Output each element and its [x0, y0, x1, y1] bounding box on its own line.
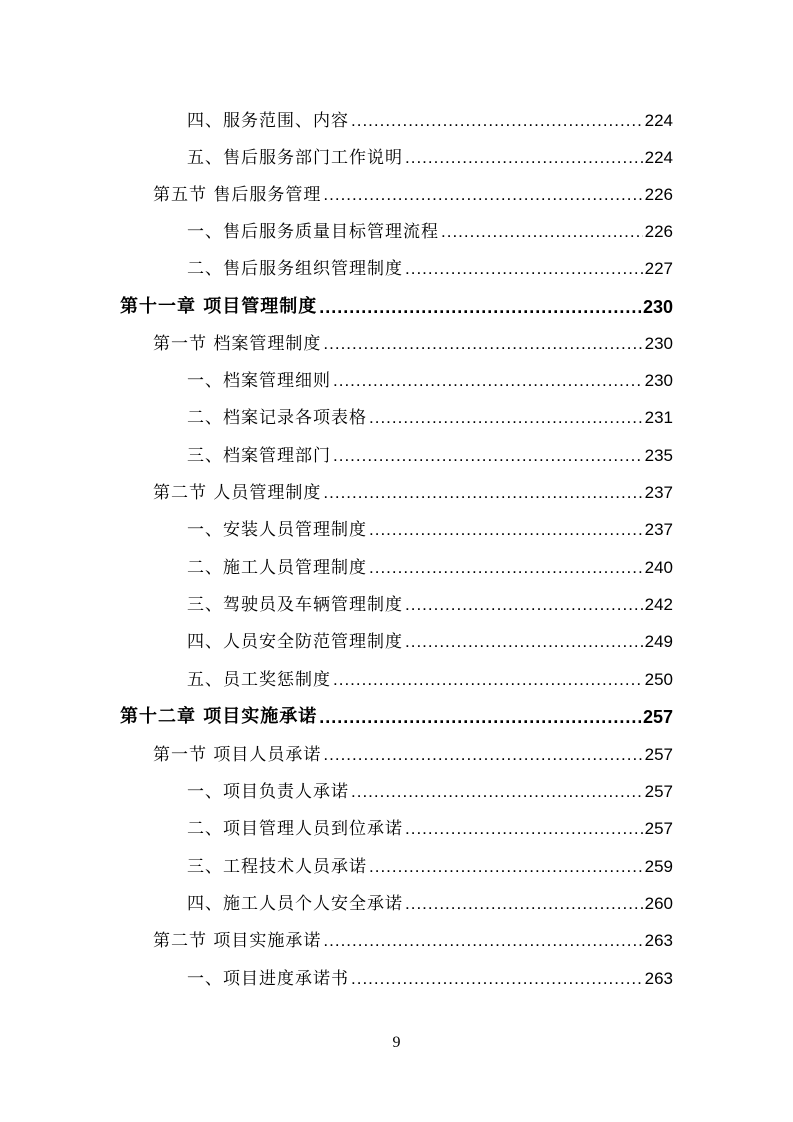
toc-entry-page: 237: [644, 483, 673, 502]
toc-leader-dots: [333, 445, 643, 467]
toc-entry-title: 二、售后服务组织管理制度: [187, 259, 403, 279]
toc-entry-page: 226: [644, 185, 673, 204]
toc-entry-title: 二、档案记录各项表格: [187, 408, 367, 428]
toc-entry-page: 257: [642, 707, 673, 727]
toc-entry-page: 224: [644, 111, 673, 130]
toc-leader-dots: [323, 744, 642, 766]
toc-entry[interactable]: [187, 665, 673, 691]
toc-entry-title: 四、服务范围、内容: [187, 111, 349, 131]
toc-leader-dots: [369, 856, 643, 878]
toc-entry[interactable]: [187, 889, 673, 915]
toc-leader-dots: [369, 407, 643, 429]
toc-entry-title: 第十一章 项目管理制度: [120, 296, 318, 317]
toc-entry-title: 第二节 项目实施承诺: [153, 931, 322, 951]
toc-leader-dots: [333, 669, 643, 691]
toc-entry[interactable]: [187, 777, 673, 803]
toc-entry[interactable]: [187, 217, 673, 243]
toc-entry[interactable]: [187, 814, 673, 840]
toc-leader-dots: [369, 519, 643, 541]
toc-entry-title: 一、档案管理细则: [187, 371, 331, 391]
toc-entry-page: 231: [644, 408, 673, 427]
toc-entry[interactable]: [187, 964, 673, 990]
toc-entry[interactable]: [187, 627, 673, 653]
toc-entry-page: 226: [644, 222, 673, 241]
toc-entry-title: 二、项目管理人员到位承诺: [187, 819, 403, 839]
toc-leader-dots: [323, 482, 642, 504]
toc-entry[interactable]: [187, 403, 673, 429]
toc-entry-page: 257: [644, 745, 673, 764]
toc-entry-title: 第十二章 项目实施承诺: [120, 706, 318, 727]
toc-leader-dots: [405, 818, 643, 840]
toc-entry-title: 第五节 售后服务管理: [153, 185, 322, 205]
toc-entry-page: 260: [644, 894, 673, 913]
toc-entry-page: 242: [644, 595, 673, 614]
toc-entry-title: 四、施工人员个人安全承诺: [187, 894, 403, 914]
toc-leader-dots: [351, 968, 643, 990]
toc-entry-title: 五、员工奖惩制度: [187, 670, 331, 690]
toc-entry-title: 一、安装人员管理制度: [187, 520, 367, 540]
toc-entry-page: 230: [642, 297, 673, 317]
toc-leader-dots: [405, 893, 643, 915]
toc-entry[interactable]: [153, 478, 673, 504]
toc-leader-dots: [369, 557, 643, 579]
toc-entry-title: 四、人员安全防范管理制度: [187, 632, 403, 652]
toc-entry[interactable]: [153, 926, 673, 952]
toc-entry-title: 一、售后服务质量目标管理流程: [187, 222, 439, 242]
toc-leader-dots: [351, 781, 643, 803]
page-number: 9: [392, 1034, 401, 1051]
toc-entry-title: 第二节 人员管理制度: [153, 483, 322, 503]
toc-entry[interactable]: [153, 740, 673, 766]
toc-entry-title: 一、项目进度承诺书: [187, 969, 349, 989]
toc-leader-dots: [333, 370, 643, 392]
toc-leader-dots: [405, 258, 643, 280]
toc-leader-dots: [323, 333, 642, 355]
toc-entry-page: 257: [644, 782, 673, 801]
toc-entry-page: 237: [644, 520, 673, 539]
toc-entry-page: 259: [644, 857, 673, 876]
toc-entry-page: 240: [644, 558, 673, 577]
toc-entry[interactable]: [187, 254, 673, 280]
toc-leader-dots: [351, 110, 643, 132]
toc-entry-page: 230: [644, 334, 673, 353]
toc-entry[interactable]: [187, 106, 673, 132]
toc-leader-dots: [319, 296, 641, 318]
toc-entry-title: 一、项目负责人承诺: [187, 782, 349, 802]
toc-leader-dots: [405, 631, 643, 653]
toc-entry[interactable]: [153, 180, 673, 206]
toc-entry-page: 250: [644, 670, 673, 689]
toc-entry[interactable]: [153, 329, 673, 355]
toc-entry-title: 第一节 项目人员承诺: [153, 745, 322, 765]
toc-entry-page: 230: [644, 371, 673, 390]
toc-chapter-entry[interactable]: [120, 292, 673, 318]
toc-leader-dots: [319, 706, 641, 728]
toc-entry[interactable]: [187, 441, 673, 467]
toc-chapter-entry[interactable]: [120, 702, 673, 728]
toc-entry-page: 257: [644, 819, 673, 838]
toc-entry-title: 三、档案管理部门: [187, 446, 331, 466]
toc-entry-title: 二、施工人员管理制度: [187, 558, 367, 578]
toc-entry[interactable]: [187, 143, 673, 169]
toc-entry-page: 224: [644, 148, 673, 167]
toc-entry-title: 第一节 档案管理制度: [153, 334, 322, 354]
toc-entry-page: 235: [644, 446, 673, 465]
toc-leader-dots: [323, 184, 642, 206]
toc-leader-dots: [405, 594, 643, 616]
toc-entry[interactable]: [187, 366, 673, 392]
toc-entry-page: 263: [644, 969, 673, 988]
toc-leader-dots: [405, 147, 643, 169]
toc-leader-dots: [323, 930, 642, 952]
toc-entry-page: 227: [644, 259, 673, 278]
toc-entry-page: 249: [644, 632, 673, 651]
toc-entry[interactable]: [187, 852, 673, 878]
toc-entry[interactable]: [187, 590, 673, 616]
toc-entry-title: 三、驾驶员及车辆管理制度: [187, 595, 403, 615]
toc-leader-dots: [441, 221, 643, 243]
toc-entry-page: 263: [644, 931, 673, 950]
toc-entry[interactable]: [187, 515, 673, 541]
toc-entry-title: 三、工程技术人员承诺: [187, 857, 367, 877]
toc-entry-title: 五、售后服务部门工作说明: [187, 148, 403, 168]
toc-entry[interactable]: [187, 553, 673, 579]
